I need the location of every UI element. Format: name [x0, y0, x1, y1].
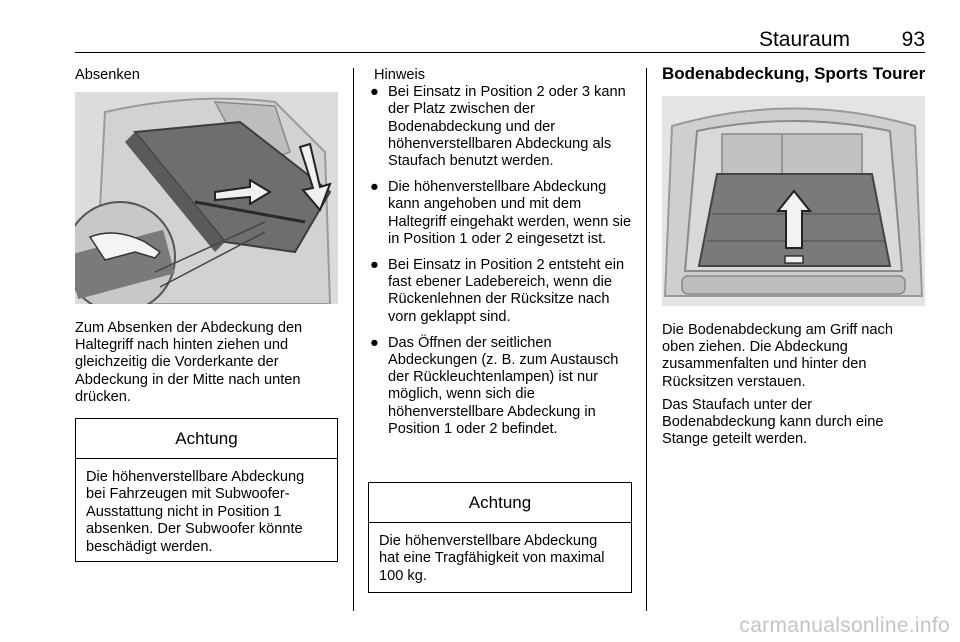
list-item: ● Die höhenverstellbare Abdeckung kann angehoben und mit dem Haltegriff eingehakt werden, wenn sie in Position 1 oder 2 eingesetzt ist.: [370, 179, 632, 247]
caution-title: Achtung: [369, 483, 631, 523]
header-rule: [75, 52, 925, 53]
caution-text: Die höhenverstellbare Abdeckung hat eine Tragfähigkeit von maximal 100 kg.: [379, 533, 605, 584]
caution-box-subwoofer: [75, 418, 338, 562]
page-header: [75, 28, 925, 50]
floor-cover-instructions: Die Bodenabdeckung am Griff nach oben ziehen. Die Abdeckung zusammenfalten und hinter den Rücksitzen verstauen.: [662, 322, 893, 390]
list-item: ● Das Öffnen der seitlichen Abdeckungen (z. B. zum Austausch der Rückleuchtenlampen) ist nur möglich, wenn sich die höhenverstellbare Abdeckung in Position 1 oder 2 befindet.: [370, 334, 619, 437]
page-title: Stauraum: [758, 28, 850, 51]
column-divider-right: [646, 68, 647, 611]
page-number: 93: [901, 28, 925, 51]
section-heading-floor-cover: Bodenabdeckung, Sports Tourer: [662, 64, 926, 83]
sports-tourer-floor-cover-illustration: [662, 96, 925, 306]
lowering-instructions: Zum Absenken der Abdeckung den Haltegriff nach hinten ziehen und gleichzeitig die Vorderkante der Abdeckung in der Mitte nach unten drücken.: [75, 320, 303, 405]
column-1-body: [75, 320, 340, 412]
column-divider-left: [353, 68, 354, 611]
caution-title: Achtung: [76, 419, 337, 459]
column-3: [662, 65, 927, 82]
column-3-body: [662, 322, 927, 454]
section-heading-absenken: Absenken: [75, 67, 140, 83]
list-item: ● Bei Einsatz in Position 2 entsteht ein fast ebener Ladebereich, wenn die Rückenlehnen der Rücksitze nach vorn geklappt sind.: [370, 257, 625, 325]
column-1: [75, 67, 340, 84]
site-watermark: carmanualsonline.info: [739, 614, 950, 637]
storage-compartment-note: Das Staufach unter der Bodenabdeckung kann durch eine Stange geteilt werden.: [662, 396, 884, 448]
caution-box-load-capacity: [368, 482, 632, 593]
column-2: [368, 67, 634, 447]
note-bullet-list: [368, 84, 634, 438]
list-item: ● Bei Einsatz in Position 2 oder 3 kann der Platz zwischen der Bodenabdeckung und der höhenverstellbaren Abdeckung als Staufach benutzt werden.: [370, 84, 626, 170]
caution-text: Die höhenverstellbare Abdeckung bei Fahrzeugen mit Subwoofer-Ausstattung nicht in Position 1 absenken. Der Subwoofer könnte beschädigt werden.: [86, 469, 305, 555]
trunk-cover-lowering-illustration: [75, 92, 338, 304]
note-heading: Hinweis: [374, 67, 426, 83]
